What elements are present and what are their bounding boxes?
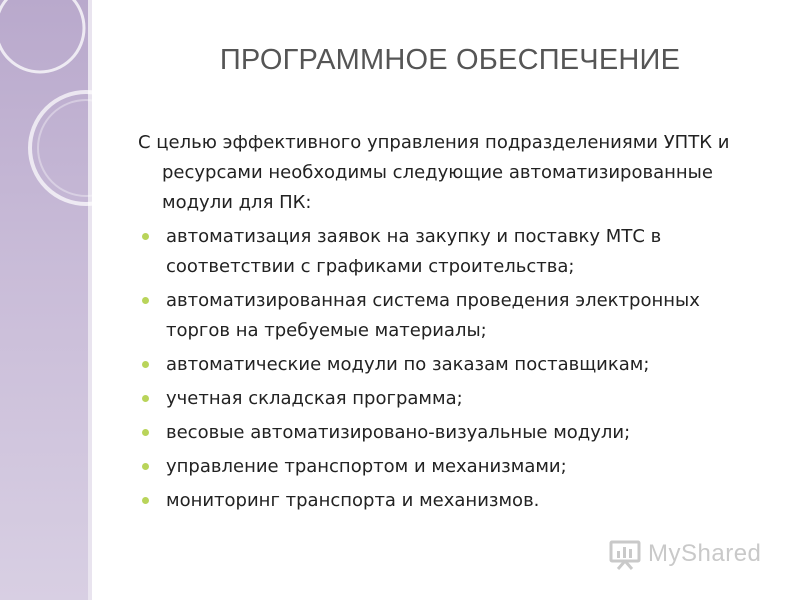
- bullet-item: [138, 486, 768, 516]
- decorative-circle-inner: [38, 100, 134, 196]
- bullet-item: [138, 452, 768, 482]
- bullet-text: автоматизация заявок на закупку и поставку МТС в соответствии с графиками строительства;: [166, 226, 662, 277]
- bullet-dot-icon: [142, 233, 149, 240]
- bullet-text: автоматические модули по заказам поставщикам;: [166, 354, 650, 375]
- bullet-text: весовые автоматизировано-визуальные модули;: [166, 422, 631, 443]
- bullet-item: [138, 418, 768, 448]
- bullet-dot-icon: [142, 497, 149, 504]
- intro-text: С целью эффективного управления подразделениями УПТК и ресурсами необходимы следующие автоматизированные модули для ПК:: [138, 132, 730, 213]
- watermark-text: MyShared: [648, 540, 762, 567]
- presentation-board-icon: [608, 537, 642, 571]
- bullet-text: мониторинг транспорта и механизмов.: [166, 490, 540, 511]
- slide-title: ПРОГРАММНОЕ ОБЕСПЕЧЕНИЕ: [219, 44, 681, 76]
- bullet-dot-icon: [142, 297, 149, 304]
- bullet-text: автоматизированная система проведения электронных торгов на требуемые материалы;: [166, 290, 700, 341]
- bullet-list: [138, 222, 768, 516]
- bullet-item: [138, 350, 768, 380]
- bullet-dot-icon: [142, 429, 149, 436]
- bullet-dot-icon: [142, 463, 149, 470]
- watermark-logo: [608, 536, 761, 572]
- bullet-text: учетная складская программа;: [166, 388, 463, 409]
- decorative-circle-top: [0, 0, 84, 72]
- bullet-item: [138, 286, 768, 346]
- bullet-text: управление транспортом и механизмами;: [166, 456, 567, 477]
- slide-content: [138, 128, 768, 520]
- bullet-item: [138, 384, 768, 414]
- bullet-item: [138, 222, 768, 282]
- decorative-circle-middle: [30, 92, 142, 204]
- bullet-dot-icon: [142, 395, 149, 402]
- bullet-dot-icon: [142, 361, 149, 368]
